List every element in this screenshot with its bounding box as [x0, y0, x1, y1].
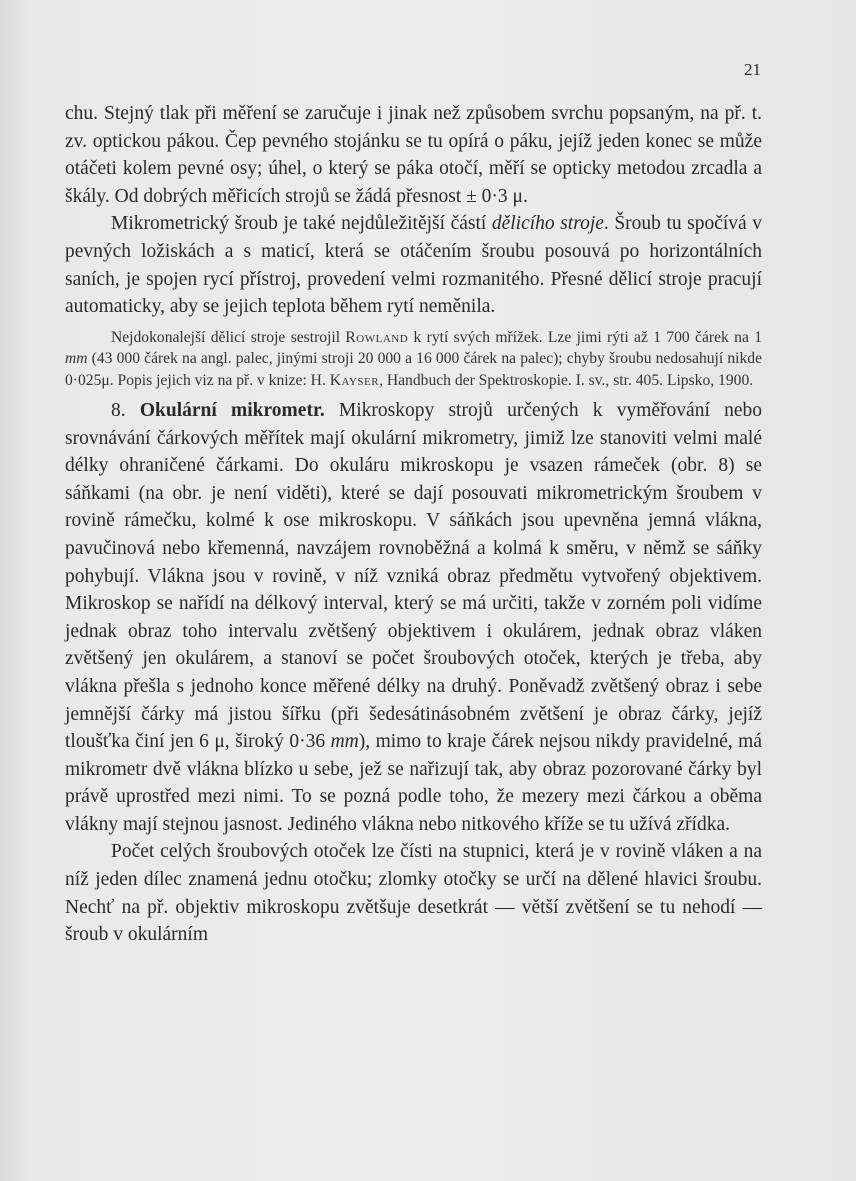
footnote-rowland — [65, 327, 762, 391]
author-rowland: Rowland — [345, 328, 409, 346]
section-8-ocular-micrometer — [65, 397, 762, 839]
text-fragment: ), mimo to kraje čárek nejsou nikdy pravidelné, má mikrometr dvě vlákna blízko u sebe, jež se nařizují tak, aby obraz pozorované čárky byl právě uprostřed mezi nimi. To se pozná podle toho, že mezery mezi čárkou a oběma vlákny mají stejnou jasnost. Jediného vlákna nebo nitkového kříže se tu užívá zřídka. — [65, 731, 763, 835]
page-number: 21 — [744, 60, 761, 79]
text-fragment: Mikroskopy strojů určených k vyměřování nebo srovnávání čárkových měřítek mají okulární mikrometry, jimiž lze stanoviti velmi malé délky ohraničené čárkami. Do okuláru mikroskopu je vsazen rámeček (obr. 8) se sáňkami (na obr. je není viděti), které se dají posouvati mikrometrickým šroubem v rovině rámečku, kolmé k ose mikroskopu. V sáňkách jsou upevněna jemná vlákna, pavučinová nebo křemenná, navzájem rovnoběžná a kolmá k směru, v němž se sáňky pohybují. Vlákna jsou v rovině, v níž vzniká obraz předmětu vytvořený objektivem. Mikroskop se nařídí na délkový interval, který se má určiti, takže v zorném poli vidíme jednak obraz toho intervalu zvětšený objektivem i okulárem, jednak obraz vláken zvětšený jen okulárem, a stanoví se počet šroubových otoček, kterých je třeba, aby vlákna přešla s jednoho konce měřené délky na druhý. Poněvadž zvětšený obraz i sebe jemnější čárky má jistou šířku (při šedesátinásobném zvětšení je obraz čárky, jejíž tloušťka činí jen 6 μ, široký 0·36 — [65, 399, 763, 753]
text-fragment: , Handbuch der Spektroskopie. I. sv., str. 405. Lipsko, 1900. — [379, 371, 754, 389]
unit-mm: mm — [65, 350, 88, 368]
section-number: 8. — [111, 399, 140, 421]
text-fragment: . Šroub tu spočívá v pevných ložiskách a s maticí, která se otáčením šroubu posouvá po horizontálních saních, je spojen rycí přístroj, provedení velmi rozmanitého. Přesné dělicí stroje pracují automaticky, aby se jejich teplota během rytí neměnila. — [65, 213, 762, 318]
text-fragment: Nejdokonalejší dělicí stroje sestrojil — [111, 328, 346, 346]
paragraph-optical-lever: chu. Stejný tlak při měření se zaručuje i jinak než způsobem svrchu popsaným, na př. t. zv. optickou pákou. Čep pevného stojánku se tu opírá o páku, jejíž jeden konec se může otáčeti kolem pevné osy; úhel, o který se páka otočí, měří se opticky metodou zrcadla a škály. Od dobrých měřicích strojů se žádá přesnost ± 0·3 μ. — [65, 103, 762, 207]
page-body — [65, 100, 762, 949]
section-title: Okulární mikrometr. — [139, 399, 325, 421]
paragraph-screw-turns: Počet celých šroubových otoček lze čísti na stupnici, která je v rovině vláken a na níž jeden dílec znamená jednu otočku; zlomky otočky se určí na dělené hlavici šroubu. Nechť na př. objektiv mikroskopu zvětšuje desetkrát — větší zvětšení se tu nehodí — šroub v okulárním — [65, 841, 762, 946]
text-fragment: k rytí svých mřížek. Lze jimi rýti až 1 700 čárek na 1 — [408, 328, 762, 346]
text-fragment: Mikrometrický šroub je také nejdůležitější částí — [111, 213, 492, 235]
unit-mm: mm — [330, 731, 359, 753]
dividing-engine-term: dělicího stroje — [491, 213, 604, 235]
author-kayser: Kayser — [329, 371, 380, 389]
paragraph-dividing-engine — [65, 210, 762, 320]
text-fragment: (43 000 čárek na angl. palec, jinými stroji 20 000 a 16 000 čárek na palec); chyby šroubu nedosahují nikde 0·025μ. Popis jejich viz na př. v knize: H. — [65, 350, 762, 389]
